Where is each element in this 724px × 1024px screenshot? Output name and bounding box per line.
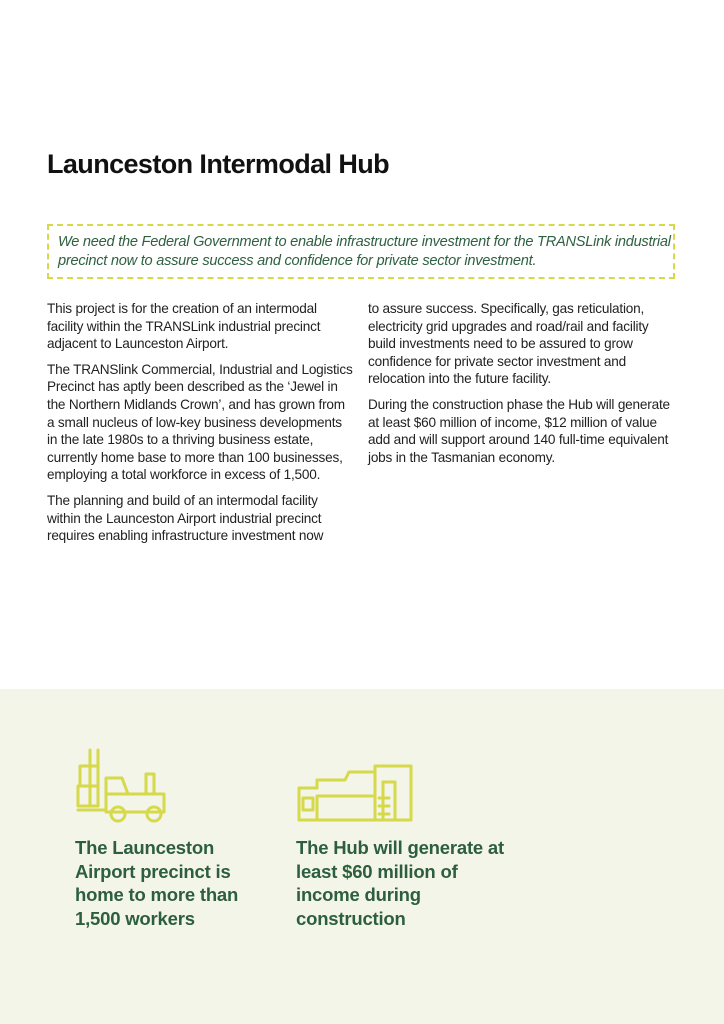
- factory-icon: [297, 762, 415, 824]
- callout-box: [47, 224, 675, 279]
- forklift-icon: [76, 748, 168, 824]
- body-paragraph: During the construction phase the Hub will generate at least $60 million of income, $12 million of value add and will support around 140 full-time equivalent jobs in the Tasmanian economy.: [368, 396, 670, 465]
- page-title: Launceston Intermodal Hub: [47, 149, 390, 179]
- body-paragraph: The TRANSlink Commercial, Industrial and Logistics Precinct has aptly been described as the ‘Jewel in the Northern Midlands Crown’, and has grown from a small nucleus of low-key business developments in the late 1980s to a thriving business estate, currently home base to more than 100 businesses, employing a total workforce in excess of 1,500.: [47, 361, 353, 483]
- callout-text: We need the Federal Government to enable infrastructure investment for the TRANSLink industrial precinct now to assure success and confidence for private sector investment.: [58, 234, 671, 269]
- stat-workers: The Launceston Airport precinct is home to more than 1,500 workers: [75, 837, 239, 929]
- body-column-right: [368, 300, 674, 474]
- stat-income: The Hub will generate at least $60 million of income during construction: [296, 837, 504, 929]
- body-column-left: [47, 300, 353, 553]
- body-paragraph: The planning and build of an intermodal facility within the Launceston Airport industrial precinct requires enabling infrastructure investment now: [47, 492, 324, 544]
- body-paragraph: to assure success. Specifically, gas reticulation, electricity grid upgrades and road/rail and facility build investments need to be assured to grow confidence for private sector investment and relocation into the future facility.: [368, 301, 649, 387]
- body-paragraph: This project is for the creation of an intermodal facility within the TRANSLink industrial precinct adjacent to Launceston Airport.: [47, 301, 321, 352]
